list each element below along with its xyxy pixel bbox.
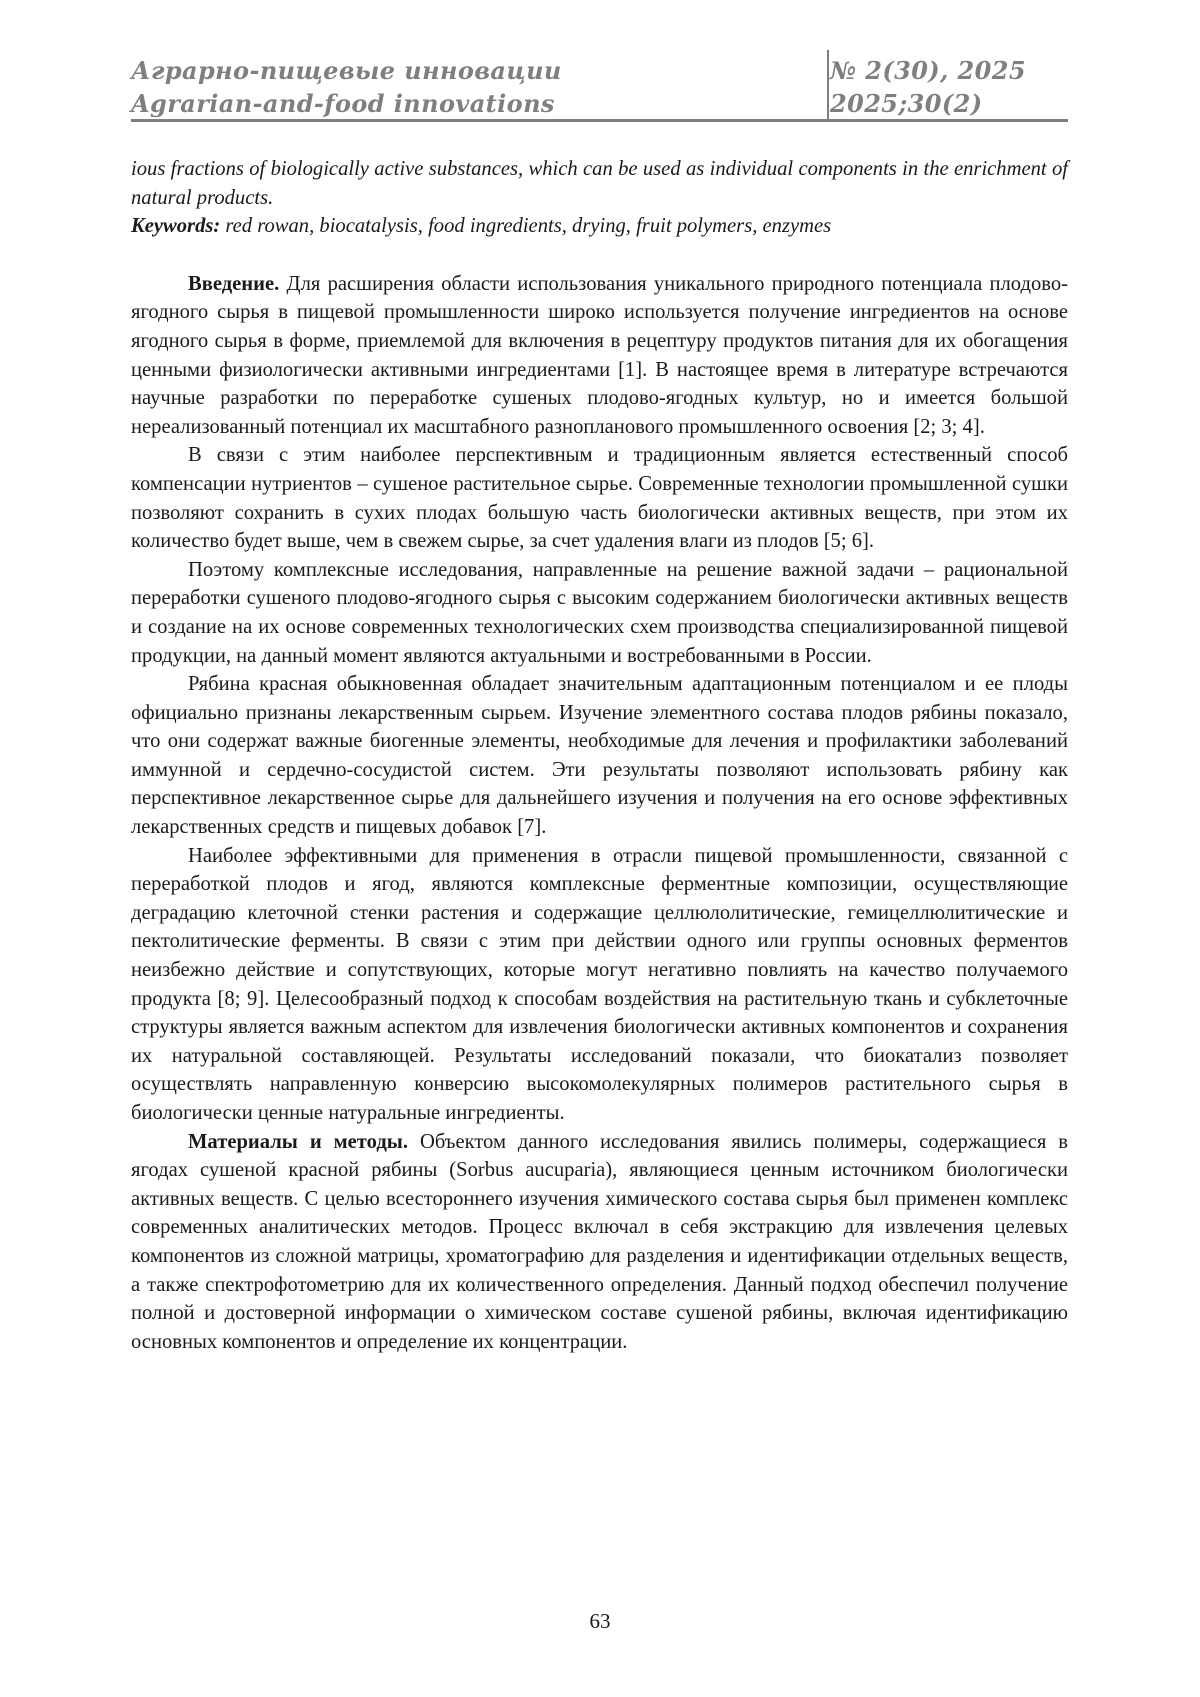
issue-number-en: 2025;30(2) <box>830 89 983 118</box>
keywords-label: Keywords: <box>131 215 221 238</box>
section-heading-materials-methods: Материалы и методы. <box>188 1130 409 1153</box>
paragraph-text: Поэтому комплексные исследования, направленные на решение важной задачи – рациональной переработки сушеного плодово-ягодного сырья с высоким содержанием биологически активных веществ и создание на их основе современных технологических схем производства специализированной пищевой продукции, на данный момент являются актуальными и востребованными в России. <box>131 558 1068 667</box>
paragraph-introduction <box>131 270 1068 442</box>
issue-number-ru: № 2(30), 2025 <box>830 56 1026 85</box>
page-number: 63 <box>589 1609 611 1633</box>
journal-title-en: Agrarian-and-food innovations <box>131 89 555 118</box>
paragraph <box>131 441 1068 555</box>
section-heading-introduction: Введение. <box>188 272 280 295</box>
running-header <box>131 54 1068 120</box>
paragraph <box>131 556 1068 670</box>
paragraph <box>131 670 1068 842</box>
paragraph-text: Наиболее эффективными для применения в отрасли пищевой промышленности, связанной с переработкой плодов и ягод, являются комплексные ферментные композиции, осуществляющие деградацию клеточной стенки растения и содержащие целлюлолитические, гемицеллюлитические и пектолитические ферменты. В связи с этим при действии одного или группы основных ферментов неизбежно действие и сопутствующих, которые могут негативно повлиять на качество получаемого продукта [8; 9]. Целесообразный подход к способам воздействия на растительную ткань и субклеточные структуры является важным аспектом для извлечения биологически активных компонентов и сохранения их натуральной составляющей. Результаты исследований показали, что биокатализ позволяет осуществлять направленную конверсию высокомолекулярных полимеров растительного сырья в биологически ценные натуральные ингредиенты. <box>131 844 1068 1124</box>
journal-title-ru: Аграрно-пищевые инновации <box>131 56 562 85</box>
paragraph-text: Для расширения области использования уникального природного потенциала плодово-ягодного сырья в пищевой промышленности широко используется получение ингредиентов на основе ягодного сырья в форме, приемлемой для включения в рецептуру продуктов питания для их обогащения ценными физиологически активными ингредиентами [1]. В настоящее время в литературе встречаются научные разработки по переработке сушеных плодово-ягодных культур, но и имеется большой нереализованный потенциал их масштабного разнопланового промышленного освоения [2; 3; 4]. <box>131 272 1068 438</box>
keywords-text: red rowan, biocatalysis, food ingredients, drying, fruit polymers, enzymes <box>220 215 832 238</box>
keywords-line <box>131 212 1068 241</box>
issue-block <box>830 54 1068 120</box>
paragraph-text: Объектом данного исследования явились полимеры, содержащиеся в ягодах сушеной красной рябины (Sorbus aucuparia), являющиеся ценным источником биологически активных веществ. С целью всестороннего изучения химического состава сырья был применен комплекс современных аналитических методов. Процесс включал в себя экстракцию для извлечения целевых компонентов из сложной матрицы, хроматографию для разделения и идентификации отдельных веществ, а также спектрофотометрию для их количественного определения. Данный подход обеспечил получение полной и достоверной информации о химическом составе сушеной рябины, включая идентификацию основных компонентов и определение их концентрации. <box>131 1130 1069 1353</box>
paragraph <box>131 842 1068 1128</box>
abstract-tail: ious fractions of biologically active substances, which can be used as individual components in the enrichment of natural products. <box>131 158 1068 209</box>
header-rule <box>131 119 1068 122</box>
paragraph-text: В связи с этим наиболее перспективным и традиционным является естественный способ компенсации нутриентов – сушеное растительное сырье. Современные технологии промышленной сушки позволяют сохранить в сухих плодах большую часть биологически активных веществ, при этом их количество будет выше, чем в свежем сырье, за счет удаления влаги из плодов [5; 6]. <box>131 444 1068 553</box>
article-body <box>131 155 1068 1356</box>
journal-title-block <box>131 54 823 120</box>
paragraph-materials-methods <box>131 1128 1068 1357</box>
paragraph-text: Рябина красная обыкновенная обладает значительным адаптационным потенциалом и ее плоды официально признаны лекарственным сырьем. Изучение элементного состава плодов рябины показало, что они содержат важные биогенные элементы, необходимые для лечения и профилактики заболеваний иммунной и сердечно-сосудистой систем. Эти результаты позволяют использовать рябину как перспективное лекарственное сырье для дальнейшего изучения и получения на его основе эффективных лекарственных средств и пищевых добавок [7]. <box>131 673 1068 839</box>
header-divider <box>827 50 829 122</box>
